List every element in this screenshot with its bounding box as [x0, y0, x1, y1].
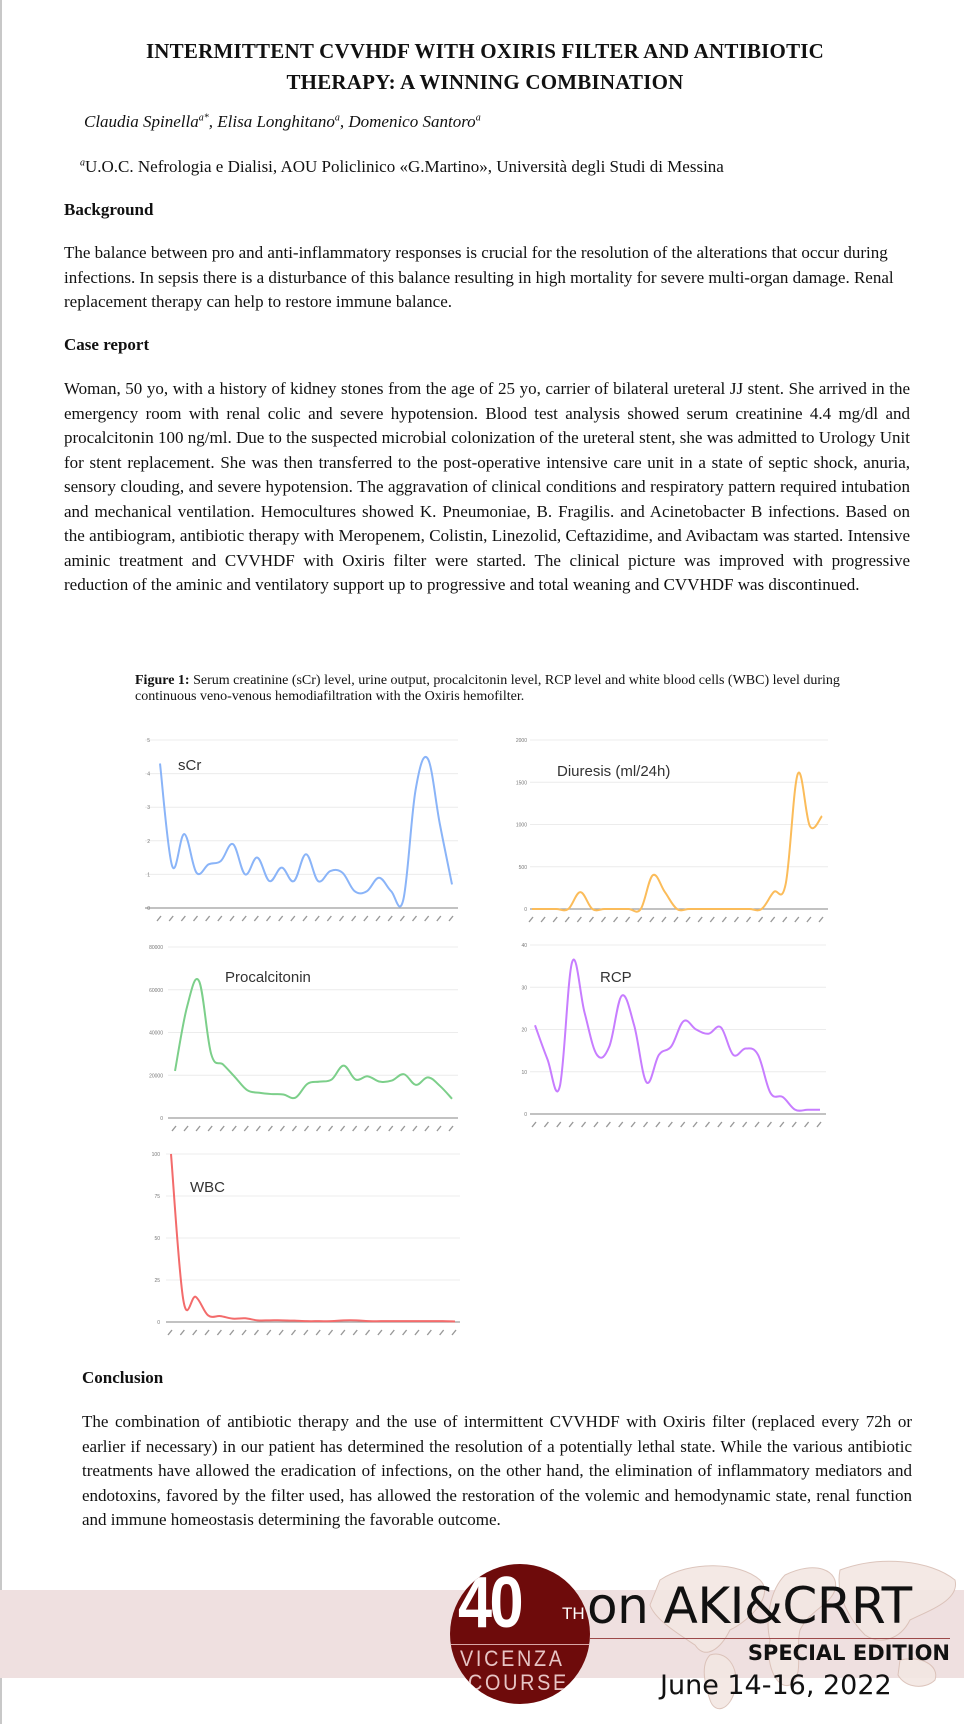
- x-tick-label: [168, 1330, 172, 1335]
- x-tick-label: [805, 1122, 809, 1127]
- y-tick-label: 20000: [149, 1073, 163, 1080]
- chart-scr: [145, 738, 458, 921]
- x-tick-label: [817, 1122, 821, 1127]
- x-tick-label: [230, 1330, 234, 1335]
- x-tick-label: [184, 1126, 188, 1131]
- y-tick-label: 75: [154, 1194, 160, 1200]
- x-tick-label: [544, 1122, 548, 1127]
- y-tick-label: 0: [524, 1112, 527, 1118]
- figure-caption-text: Serum creatinine (sCr) level, urine output, procalcitonin level, RCP level and white blood cells (WBC) level during continuous veno-venous hemodiafiltration with the Oxiris hemofilter.: [135, 673, 840, 704]
- x-tick-label: [208, 1126, 212, 1131]
- x-tick-label: [172, 1126, 176, 1131]
- x-tick-label: [377, 1126, 381, 1131]
- x-tick-label: [389, 1126, 393, 1131]
- x-tick-label: [449, 916, 453, 921]
- logo-vicenza: VICENZA: [460, 1646, 565, 1671]
- x-tick-label: [364, 916, 368, 921]
- chart-procalcitonin: [149, 945, 458, 1131]
- y-tick-label: 1: [147, 872, 150, 879]
- x-tick-label: [686, 917, 690, 922]
- x-tick-label: [388, 916, 392, 921]
- x-tick-label: [205, 1330, 209, 1335]
- x-tick-label: [193, 1330, 197, 1335]
- x-tick-label: [194, 916, 198, 921]
- x-tick-label: [449, 1126, 453, 1131]
- x-tick-label: [315, 916, 319, 921]
- x-tick-label: [353, 1330, 357, 1335]
- x-tick-label: [650, 917, 654, 922]
- heading-case-report: Case report: [64, 335, 150, 354]
- y-tick-label: 1500: [515, 780, 527, 787]
- x-tick-label: [532, 1122, 536, 1127]
- case-report-text: Woman, 50 yo, with a history of kidney stones from the age of 25 yo, carrier of bilateral ureteral JJ stent. She arrived in the emergency room with renal colic and severe hypotension. Blood test analysis showed serum creatinine 4.4 mg/dl and procalcitonin 100 ng/ml. Due to the suspected microbial colonization of the ureteral stent, she was admitted to Urology Unit for stent replacement. She was then transferred to the post-operative intensive care unit in a state of septic shock, anuria, sensory clouding, and severe hypotension. The aggravation of clinical conditions and respiratory pattern required intubation and mechanical ventilation. Hemocultures showed K. Pneumoniae, B. Fragilis. and Acinetobacter B infections. Based on the antibiogram, antibiotic therapy with Meropenem, Colistin, Linezolid, Ceftazidime, and Avibactam was started. Intensive aminic treatment and CVVHDF with Oxiris filter were started. The clinical picture was improved with progressive reduction of the aminic and ventilatory support up to progressive and total weaning and CVVHDF was discontinued.: [64, 379, 910, 594]
- series-line: [532, 773, 822, 912]
- y-tick-label: 5: [147, 738, 150, 744]
- author-sep: ,: [208, 112, 218, 131]
- y-tick-label: 50: [154, 1236, 160, 1242]
- x-tick-label: [698, 917, 702, 922]
- vicenza-logo: [450, 1564, 590, 1704]
- x-tick-label: [413, 1126, 417, 1131]
- x-tick-label: [734, 917, 738, 922]
- author-sup: a*: [198, 112, 209, 124]
- x-tick-label: [230, 916, 234, 921]
- x-tick-label: [329, 1330, 333, 1335]
- x-tick-label: [807, 917, 811, 922]
- x-tick-label: [220, 1126, 224, 1131]
- x-tick-label: [280, 1126, 284, 1131]
- logo-divider: [450, 1644, 590, 1645]
- y-tick-label: 25: [154, 1278, 160, 1284]
- event-dates: June 14-16, 2022: [660, 1670, 892, 1701]
- chart-rcp: [521, 943, 826, 1127]
- x-tick-label: [304, 1126, 308, 1131]
- x-tick-label: [529, 917, 533, 922]
- series-line: [175, 979, 452, 1099]
- y-tick-label: 40000: [149, 1030, 163, 1037]
- x-tick-label: [656, 1122, 660, 1127]
- y-tick-label: 0: [160, 1116, 163, 1122]
- x-tick-label: [267, 1330, 271, 1335]
- x-tick-label: [400, 916, 404, 921]
- x-tick-label: [317, 1126, 321, 1131]
- y-tick-label: 4: [147, 771, 150, 778]
- heading-background: Background: [64, 200, 154, 219]
- chart-diuresis: [516, 738, 828, 922]
- x-tick-label: [755, 1122, 759, 1127]
- chart-title: Procalcitonin: [225, 969, 311, 986]
- x-tick-label: [437, 916, 441, 921]
- x-tick-label: [352, 916, 356, 921]
- x-tick-label: [730, 1122, 734, 1127]
- background-text: The balance between pro and anti-inflammatory responses is crucial for the resolution of the alterations that occur during infections. In sepsis there is a disturbance of this balance resulting in high mortality for severe multi-organ damage. Renal replacement therapy can help to restore immune balance.: [64, 243, 894, 311]
- x-tick-label: [415, 1330, 419, 1335]
- x-tick-label: [217, 1330, 221, 1335]
- x-tick-label: [771, 917, 775, 922]
- x-tick-label: [437, 1126, 441, 1131]
- y-tick-label: 0: [157, 1320, 160, 1326]
- heading-conclusion: Conclusion: [82, 1368, 164, 1387]
- x-tick-label: [557, 1122, 561, 1127]
- x-tick-label: [644, 1122, 648, 1127]
- x-tick-label: [795, 917, 799, 922]
- x-tick-label: [705, 1122, 709, 1127]
- x-tick-label: [681, 1122, 685, 1127]
- x-tick-label: [425, 1126, 429, 1131]
- x-tick-label: [565, 917, 569, 922]
- x-tick-label: [254, 916, 258, 921]
- x-tick-label: [743, 1122, 747, 1127]
- x-tick-label: [256, 1126, 260, 1131]
- y-tick-label: 80000: [149, 945, 163, 951]
- x-tick-label: [638, 917, 642, 922]
- y-tick-label: 20: [521, 1027, 527, 1034]
- x-tick-label: [279, 916, 283, 921]
- x-tick-label: [602, 917, 606, 922]
- x-tick-label: [254, 1330, 258, 1335]
- y-tick-label: 100: [151, 1152, 160, 1158]
- x-tick-label: [327, 916, 331, 921]
- x-tick-label: [232, 1126, 236, 1131]
- x-tick-label: [569, 1122, 573, 1127]
- chart-wbc: [152, 1152, 460, 1335]
- y-tick-label: 2: [147, 838, 150, 845]
- x-tick-label: [425, 916, 429, 921]
- x-tick-label: [631, 1122, 635, 1127]
- y-tick-label: 500: [518, 864, 527, 871]
- x-tick-label: [401, 1126, 405, 1131]
- x-tick-label: [378, 1330, 382, 1335]
- x-tick-label: [819, 917, 823, 922]
- x-tick-label: [218, 916, 222, 921]
- author-sup: a: [334, 112, 340, 124]
- logo-number: 40: [458, 1564, 521, 1643]
- chart-title: RCP: [600, 969, 632, 986]
- x-tick-label: [767, 1122, 771, 1127]
- x-tick-label: [244, 1126, 248, 1131]
- x-tick-label: [267, 916, 271, 921]
- title-line-2: THERAPY: A WINNING COMBINATION: [286, 70, 684, 94]
- x-tick-label: [710, 917, 714, 922]
- y-tick-label: 60000: [149, 987, 163, 994]
- chart-title: sCr: [178, 757, 202, 774]
- x-tick-label: [365, 1126, 369, 1131]
- x-tick-label: [341, 1330, 345, 1335]
- x-tick-label: [242, 1330, 246, 1335]
- conclusion-text: The combination of antibiotic therapy and the use of intermittent CVVHDF with Oxiris filter (replaced every 72h or earlier if necessary) in our patient has determined the resolution of a potentially lethal state. While the various antibiotic treatments have allowed the eradication of infections, on the other hand, the elimination of inflammatory mediators and endotoxins, favored by the filter used, has allowed the restoration of the volemic and hemodynamic state, renal function and immune homeostasis determining the favorable outcome.: [82, 1412, 912, 1529]
- x-tick-label: [403, 1330, 407, 1335]
- x-tick-label: [626, 917, 630, 922]
- event-title: on AKI&CRRT: [587, 1577, 912, 1635]
- title-line-1: INTERMITTENT CVVHDF WITH OXIRIS FILTER AND ANTIBIOTIC: [145, 39, 825, 63]
- author-sep: ,: [339, 112, 349, 131]
- y-tick-label: 0: [524, 907, 527, 913]
- affiliation-sup: a: [80, 157, 85, 169]
- y-tick-label: 40: [521, 943, 527, 949]
- x-tick-label: [291, 916, 295, 921]
- event-title-rule: [590, 1638, 950, 1639]
- x-tick-label: [376, 916, 380, 921]
- author-name: Domenico Santoro: [348, 112, 476, 131]
- x-tick-label: [427, 1330, 431, 1335]
- figure-label: Figure 1:: [135, 673, 190, 688]
- x-tick-label: [780, 1122, 784, 1127]
- x-tick-label: [440, 1330, 444, 1335]
- x-tick-label: [242, 916, 246, 921]
- x-tick-label: [693, 1122, 697, 1127]
- x-tick-label: [577, 917, 581, 922]
- x-tick-label: [329, 1126, 333, 1131]
- x-tick-label: [452, 1330, 456, 1335]
- logo-suffix: TH: [562, 1604, 585, 1623]
- x-tick-label: [662, 917, 666, 922]
- y-tick-label: 30: [521, 985, 527, 992]
- author-name: Claudia Spinella: [84, 112, 199, 131]
- x-tick-label: [304, 1330, 308, 1335]
- y-tick-label: 1000: [515, 822, 527, 829]
- author-name: Elisa Longhitano: [217, 112, 335, 131]
- logo-course: COURSE: [468, 1670, 569, 1695]
- x-tick-label: [341, 1126, 345, 1131]
- x-tick-label: [606, 1122, 610, 1127]
- x-tick-label: [181, 916, 185, 921]
- x-tick-label: [206, 916, 210, 921]
- x-tick-label: [157, 916, 161, 921]
- x-tick-label: [180, 1330, 184, 1335]
- x-tick-label: [594, 1122, 598, 1127]
- x-tick-label: [783, 917, 787, 922]
- x-tick-label: [722, 917, 726, 922]
- x-tick-label: [747, 917, 751, 922]
- x-tick-label: [303, 916, 307, 921]
- x-tick-label: [279, 1330, 283, 1335]
- x-tick-label: [718, 1122, 722, 1127]
- x-tick-label: [292, 1126, 296, 1131]
- x-tick-label: [792, 1122, 796, 1127]
- y-tick-label: 0: [147, 906, 150, 912]
- x-tick-label: [589, 917, 593, 922]
- x-tick-label: [316, 1330, 320, 1335]
- x-tick-label: [413, 916, 417, 921]
- x-tick-label: [668, 1122, 672, 1127]
- x-tick-label: [366, 1330, 370, 1335]
- chart-title: WBC: [190, 1179, 225, 1196]
- y-tick-label: 3: [147, 805, 150, 812]
- chart-title: Diuresis (ml/24h): [557, 763, 671, 780]
- series-line: [160, 757, 452, 907]
- author-sup: a: [475, 112, 481, 124]
- x-tick-label: [390, 1330, 394, 1335]
- x-tick-label: [169, 916, 173, 921]
- x-tick-label: [619, 1122, 623, 1127]
- x-tick-label: [291, 1330, 295, 1335]
- event-edition: SPECIAL EDITION: [747, 1641, 950, 1665]
- x-tick-label: [759, 917, 763, 922]
- x-tick-label: [674, 917, 678, 922]
- x-tick-label: [541, 917, 545, 922]
- x-tick-label: [268, 1126, 272, 1131]
- affiliation-text: U.O.C. Nefrologia e Dialisi, AOU Policlinico «G.Martino», Università degli Studi di Messina: [85, 157, 724, 176]
- x-tick-label: [582, 1122, 586, 1127]
- x-tick-label: [340, 916, 344, 921]
- x-tick-label: [353, 1126, 357, 1131]
- series-line: [535, 960, 820, 1111]
- x-tick-label: [553, 917, 557, 922]
- y-tick-label: 2000: [515, 738, 527, 744]
- x-tick-label: [196, 1126, 200, 1131]
- y-tick-label: 10: [521, 1069, 527, 1076]
- x-tick-label: [614, 917, 618, 922]
